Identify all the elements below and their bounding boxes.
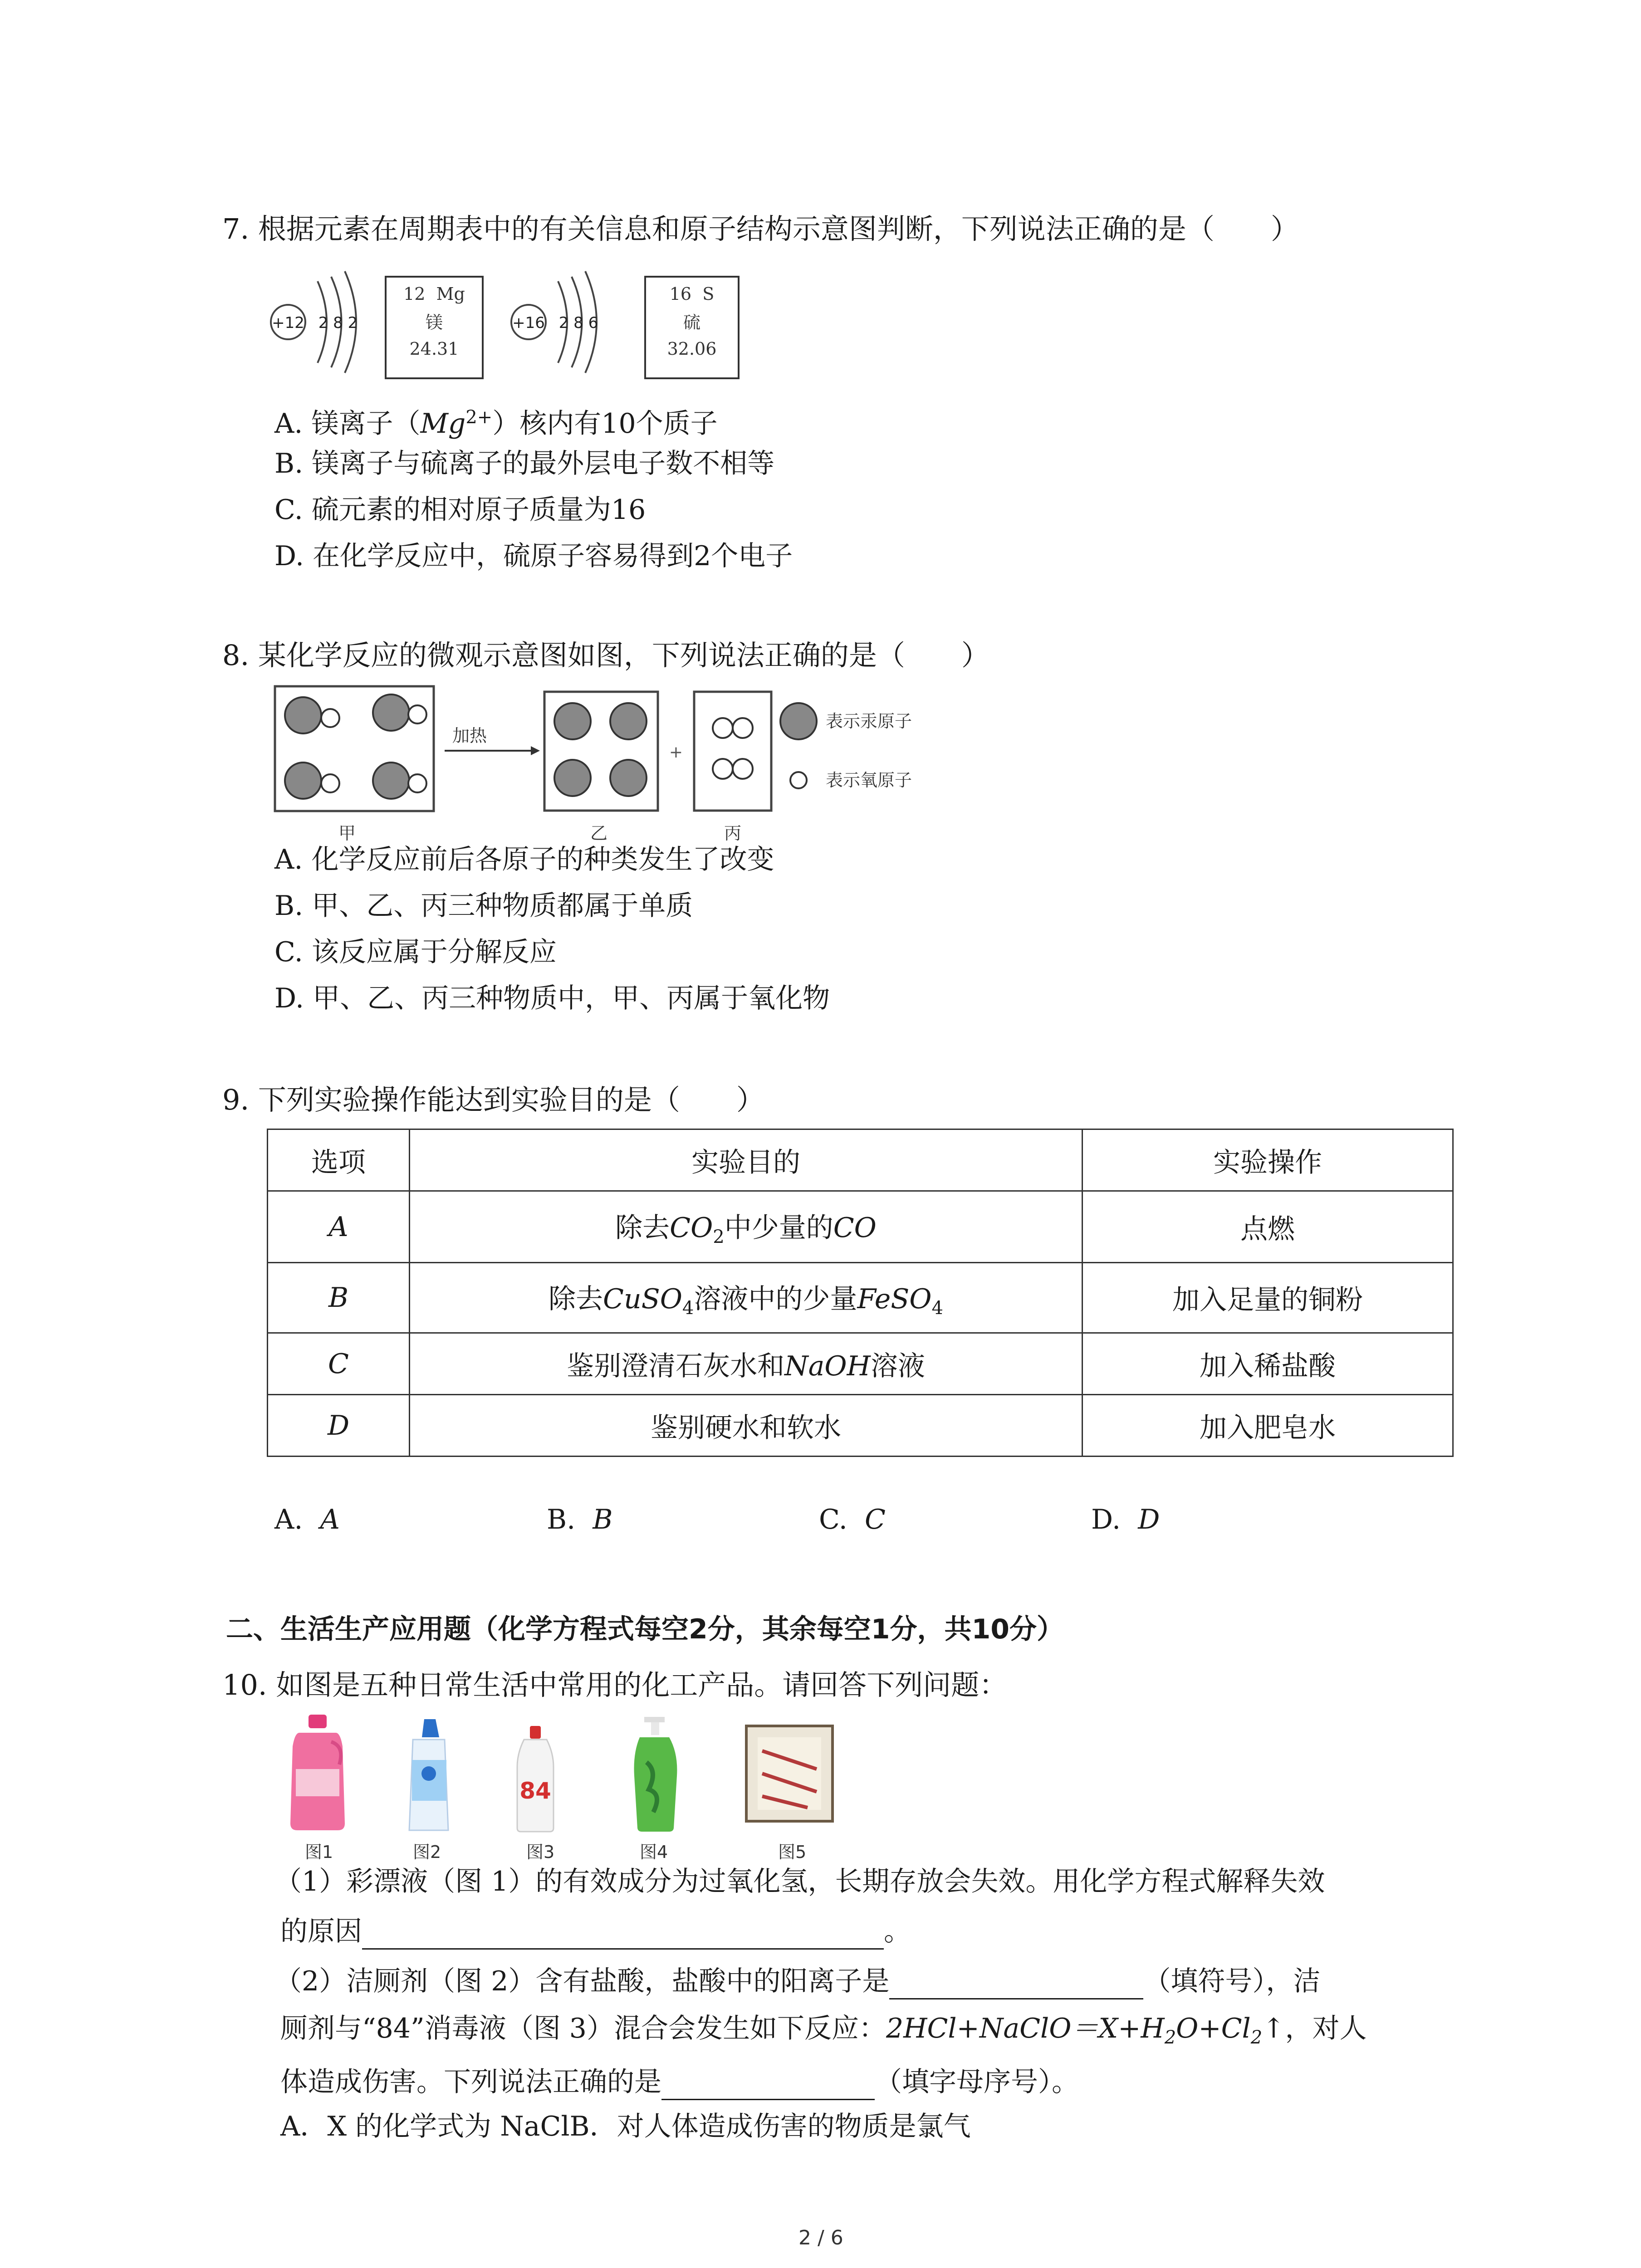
q10-part2-option-a[interactable]: A．X 的化学式为 NaClB．对人体造成伤害的物质是氯气: [280, 2111, 971, 2142]
bleach-bottle-icon: [286, 1715, 349, 1833]
row-purpose: 除去CuSO$_4$溶液中的少量FeSO$_4$: [410, 1263, 1083, 1333]
fig-caption-1: 图1: [305, 1842, 333, 1862]
row-purpose: 鉴别澄清石灰水和NaOH溶液: [410, 1333, 1083, 1395]
q10-part1-line2: 的原因 。: [280, 1913, 911, 1950]
section-heading: 二、生活生产应用题（化学方程式每空2分，其余每空1分，共10分）: [226, 1613, 1064, 1645]
mg-mass: 24.31: [409, 339, 459, 359]
q10-part2-line3: 体造成伤害。下列说法正确的是 （填字母序号）。: [280, 2064, 1079, 2100]
fig-caption-3: 图3: [526, 1842, 555, 1862]
reaction-equation: $2HCl+NaClO=X+H_2O+Cl_2$: [886, 2013, 1263, 2048]
legend-o-icon: [790, 772, 807, 788]
table-row: [268, 1263, 1453, 1333]
q8-stem: 8. 某化学反应的微观示意图如图，下列说法正确的是（ ）: [222, 639, 989, 672]
s-element-card: [644, 276, 740, 379]
q7-option-c[interactable]: C. 硫元素的相对原子质量为16: [274, 494, 646, 526]
svg-text:84: 84: [519, 1778, 551, 1804]
hg-atom: [373, 694, 409, 731]
q9-answer-a[interactable]: A. A: [274, 1504, 340, 1535]
o-atom: [713, 759, 733, 779]
q7-option-a-prefix: A. 镁离子（: [274, 408, 421, 440]
hg-atom: [610, 760, 647, 796]
q7-option-a[interactable]: [274, 399, 718, 442]
fig-caption-4: 图4: [640, 1842, 668, 1862]
q8-reaction-diagram: [272, 683, 953, 850]
q9-answer-b[interactable]: B. B: [547, 1504, 613, 1535]
q8-option-d[interactable]: D. 甲、乙、丙三种物质中，甲、丙属于氧化物: [274, 982, 830, 1014]
mg-name: 镁: [425, 313, 443, 332]
hg-atom: [554, 703, 591, 739]
mg-nucleus-label: +12: [272, 314, 304, 332]
label-jia: 甲: [338, 823, 356, 843]
q9-stem: 9. 下列实验操作能达到实验目的是（ ）: [222, 1083, 764, 1116]
legend-o-label: 表示氧原子: [826, 770, 912, 790]
s-nucleus-label: +16: [512, 314, 545, 332]
q7-stem: 7. 根据元素在周期表中的有关信息和原子结构示意图判断，下列说法正确的是（ ）: [222, 212, 1299, 245]
mg-ion-charge: 2+: [465, 407, 493, 428]
row-option: C: [268, 1333, 410, 1395]
q9-table: [267, 1129, 1454, 1457]
s-atom-diagram: [508, 263, 612, 381]
hg-atom: [285, 763, 321, 799]
answer-blank-3[interactable]: [661, 2072, 875, 2100]
answer-blank-1[interactable]: [362, 1921, 884, 1950]
s-mass: 32.06: [667, 339, 717, 359]
answer-blank-2[interactable]: [889, 1971, 1143, 1999]
plus-sign: +: [669, 743, 683, 762]
row-action: 加入肥皂水: [1083, 1395, 1453, 1457]
toilet-cleaner-icon: [404, 1719, 454, 1833]
legend-hg-label: 表示汞原子: [826, 711, 912, 731]
arrow-label: 加热: [452, 726, 487, 746]
label-bing: 丙: [724, 823, 742, 843]
table-header-row: [268, 1129, 1453, 1191]
hg-atom: [554, 760, 591, 796]
q7-option-b[interactable]: B. 镁离子与硫离子的最外层电子数不相等: [274, 448, 775, 479]
mg-number: 12: [403, 284, 426, 304]
table-row: [268, 1191, 1453, 1263]
mg-ion-formula: Mg: [420, 408, 466, 440]
o-atom: [713, 718, 733, 738]
row-purpose: 鉴别硬水和软水: [410, 1395, 1083, 1457]
q8-option-c[interactable]: C. 该反应属于分解反应: [274, 936, 557, 968]
o-atom: [321, 709, 339, 727]
bing-box: [694, 692, 771, 811]
arrow-head-icon: [531, 746, 540, 755]
header-option: 选项: [268, 1129, 410, 1191]
q10-part1-line1: （1）彩漂液（图 1）的有效成分为过氧化氢，长期存放会失效。用化学方程式解释失效: [274, 1866, 1325, 1897]
desiccant-packet-icon: [744, 1724, 835, 1823]
q10-stem: 10. 如图是五种日常生活中常用的化工产品。请回答下列问题：: [222, 1668, 1008, 1701]
disinfectant-84-icon: [513, 1726, 558, 1833]
o-atom: [408, 705, 426, 723]
hg-atom: [285, 697, 321, 733]
legend-hg-icon: [780, 703, 817, 739]
s-shell-electrons: 2 8 6: [558, 314, 598, 332]
row-purpose: 除去$CO_2$中少量的CO: [410, 1191, 1083, 1263]
fig-caption-2: 图2: [413, 1842, 441, 1862]
mg-symbol: Mg: [436, 284, 465, 304]
header-purpose: 实验目的: [410, 1129, 1083, 1191]
page-number: 2 / 6: [798, 2226, 843, 2249]
mg-element-card: [385, 276, 484, 379]
q10-part2-line2: 厕剂与“84”消毒液（图 3）混合会发生如下反应：$2HCl+NaClO=X+H_2O+Cl_2↑$，对人: [280, 2013, 1367, 2048]
q8-option-b[interactable]: B. 甲、乙、丙三种物质都属于单质: [274, 890, 693, 922]
s-number: 16: [669, 284, 692, 304]
row-option: D: [268, 1395, 410, 1457]
o-atom: [733, 718, 753, 738]
q10-part2-line1: （2）洁厕剂（图 2）含有盐酸，盐酸中的阳离子是 （填符号），洁: [274, 1963, 1320, 1999]
q7-option-a-suffix: ）核内有10个质子: [492, 408, 718, 440]
row-option: A: [268, 1191, 410, 1263]
row-option: B: [268, 1263, 410, 1333]
s-name: 硫: [683, 313, 700, 332]
fig-caption-5: 图5: [778, 1842, 807, 1862]
q7-option-d[interactable]: D. 在化学反应中，硫原子容易得到2个电子: [274, 540, 793, 572]
s-symbol: S: [702, 284, 715, 304]
shampoo-bottle-icon: [626, 1717, 685, 1833]
table-row: [268, 1333, 1453, 1395]
label-yi: 乙: [590, 823, 608, 843]
q9-answer-d[interactable]: D. D: [1091, 1504, 1160, 1535]
hg-atom: [373, 763, 409, 799]
row-action: 加入足量的铜粉: [1083, 1263, 1453, 1333]
o-atom: [733, 759, 753, 779]
row-action: 点燃: [1083, 1191, 1453, 1263]
header-action: 实验操作: [1083, 1129, 1453, 1191]
table-row: [268, 1395, 1453, 1457]
hg-atom: [610, 703, 647, 739]
q8-option-a[interactable]: A. 化学反应前后各原子的种类发生了改变: [274, 844, 774, 875]
row-action: 加入稀盐酸: [1083, 1333, 1453, 1395]
q9-answer-c[interactable]: C. C: [819, 1504, 886, 1535]
mg-shell-electrons: 2 8 2: [318, 314, 358, 332]
o-atom: [408, 774, 426, 792]
product-row: [281, 1715, 871, 1864]
mg-atom-diagram: [268, 263, 372, 381]
o-atom: [321, 774, 339, 792]
